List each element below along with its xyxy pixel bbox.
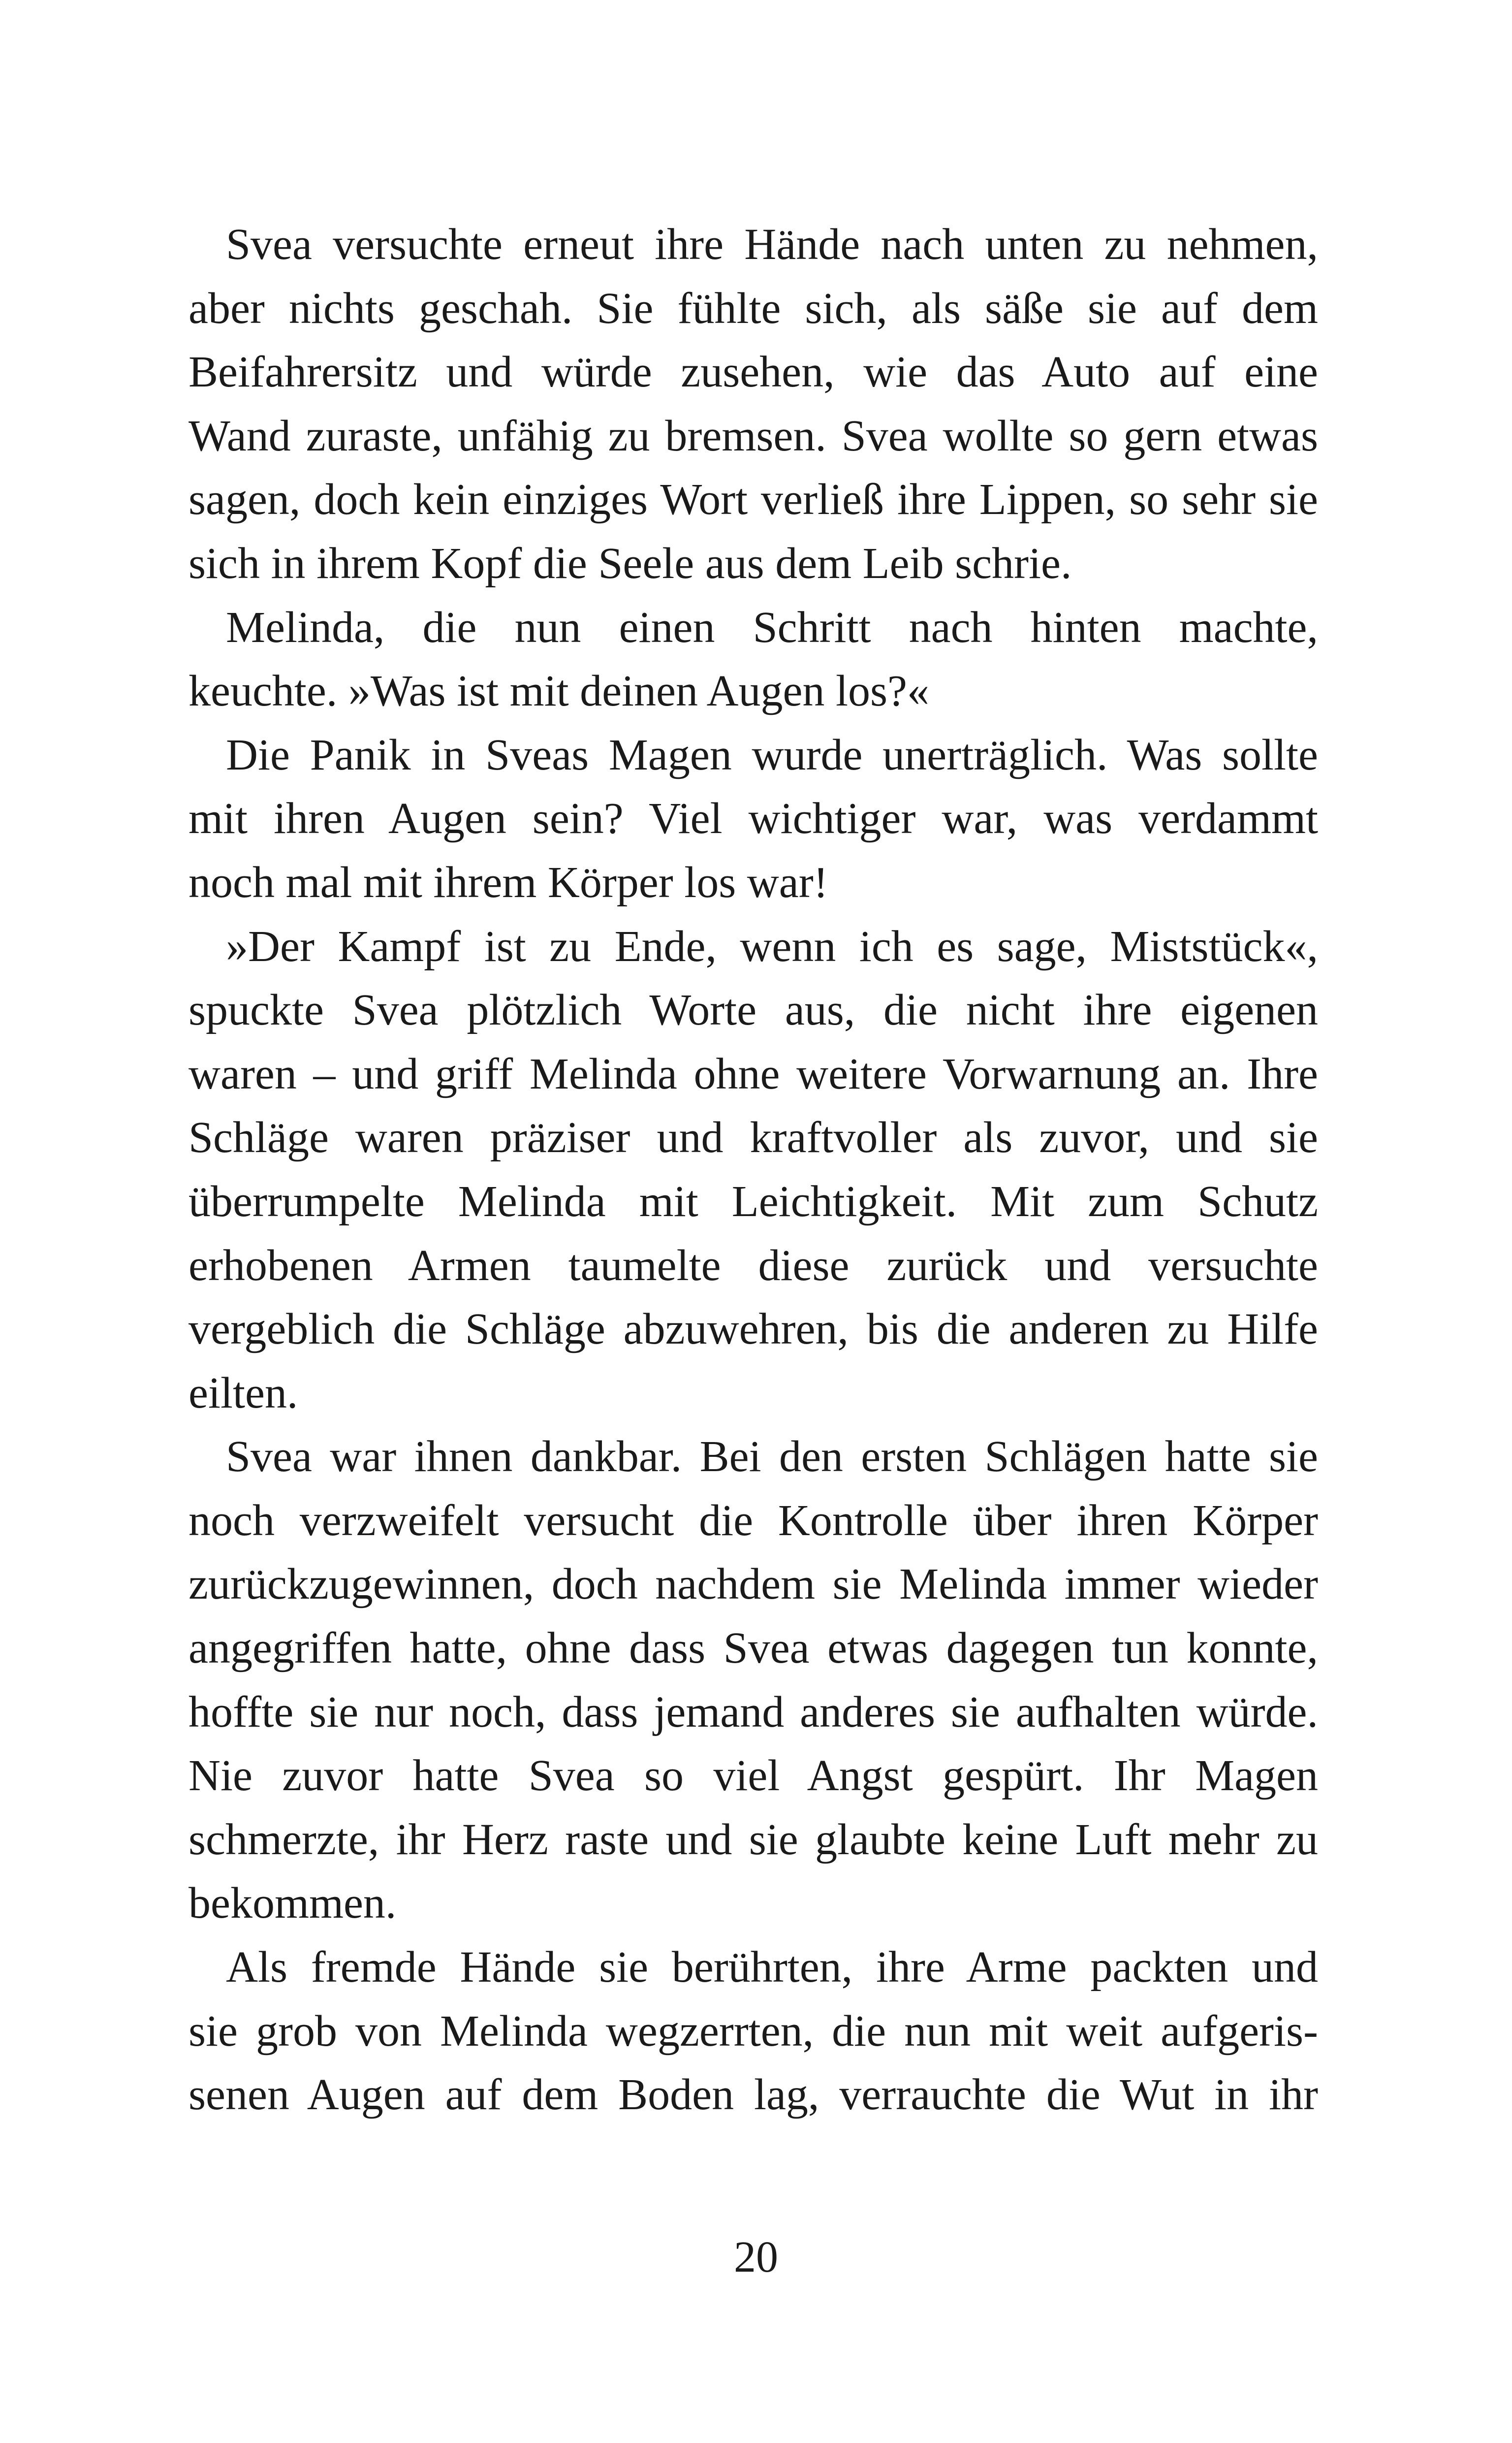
text-line: waren – und griff Melinda ohne weitere Vorwarnung an. Ihre (189, 1049, 1318, 1098)
page-number: 20 (734, 2233, 778, 2282)
text-line: Beifahrersitz und würde zusehen, wie das Auto auf eine (189, 348, 1318, 397)
text-line: noch verzweifelt versucht die Kontrolle über ihren Körper (189, 1496, 1318, 1545)
text-line: überrumpelte Melinda mit Leichtigkeit. Mit zum Schutz (189, 1177, 1318, 1226)
text-line: Melinda, die nun einen Schritt nach hinten machte, (226, 603, 1318, 652)
text-line: sich in ihrem Kopf die Seele aus dem Leib schrie. (189, 539, 1072, 588)
text-line: sagen, doch kein einziges Wort verließ ihre Lippen, so sehr sie (189, 475, 1318, 524)
text-line: angegriffen hatte, ohne dass Svea etwas dagegen tun konnte, (189, 1624, 1318, 1673)
text-line: erhobenen Armen taumelte diese zurück und versuchte (189, 1241, 1318, 1290)
text-line: »Der Kampf ist zu Ende, wenn ich es sage, Miststück«, (226, 922, 1318, 971)
text-line: keuchte. »Was ist mit deinen Augen los?« (189, 667, 929, 716)
text-line: zurückzugewinnen, doch nachdem sie Melinda immer wieder (189, 1560, 1318, 1609)
text-line: senen Augen auf dem Boden lag, verrauchte die Wut in ihr (189, 2070, 1318, 2120)
text-line: Svea war ihnen dankbar. Bei den ersten Schlägen hatte sie (226, 1432, 1318, 1481)
text-line: Nie zuvor hatte Svea so viel Angst gespürt. Ihr Magen (189, 1751, 1318, 1800)
body-text (189, 213, 1318, 2127)
text-line: noch mal mit ihrem Körper los war! (189, 858, 828, 907)
text-line: sie grob von Melinda wegzerrten, die nun mit weit aufgeris- (189, 2006, 1318, 2056)
text-line: Svea versuchte erneut ihre Hände nach unten zu nehmen, (226, 220, 1318, 269)
text-line: Schläge waren präziser und kraftvoller als zuvor, und sie (189, 1113, 1318, 1162)
text-line: Die Panik in Sveas Magen wurde unerträglich. Was sollte (226, 730, 1318, 779)
text-line: hoffte sie nur noch, dass jemand anderes sie aufhalten würde. (189, 1687, 1318, 1736)
text-line: mit ihren Augen sein? Viel wichtiger war, was verdammt (189, 794, 1318, 843)
text-line: bekommen. (189, 1879, 397, 1928)
text-line: Als fremde Hände sie berührten, ihre Arme packten und (226, 1943, 1318, 1992)
text-line: eilten. (189, 1368, 298, 1417)
text-line: schmerzte, ihr Herz raste und sie glaubte keine Luft mehr zu (189, 1815, 1318, 1864)
text-line: aber nichts geschah. Sie fühlte sich, als säße sie auf dem (189, 284, 1318, 333)
text-line: spuckte Svea plötzlich Worte aus, die nicht ihre eigenen (189, 986, 1318, 1035)
text-line: Wand zuraste, unfähig zu bremsen. Svea wollte so gern etwas (189, 411, 1318, 460)
text-line: vergeblich die Schläge abzuwehren, bis die anderen zu Hilfe (189, 1305, 1318, 1354)
